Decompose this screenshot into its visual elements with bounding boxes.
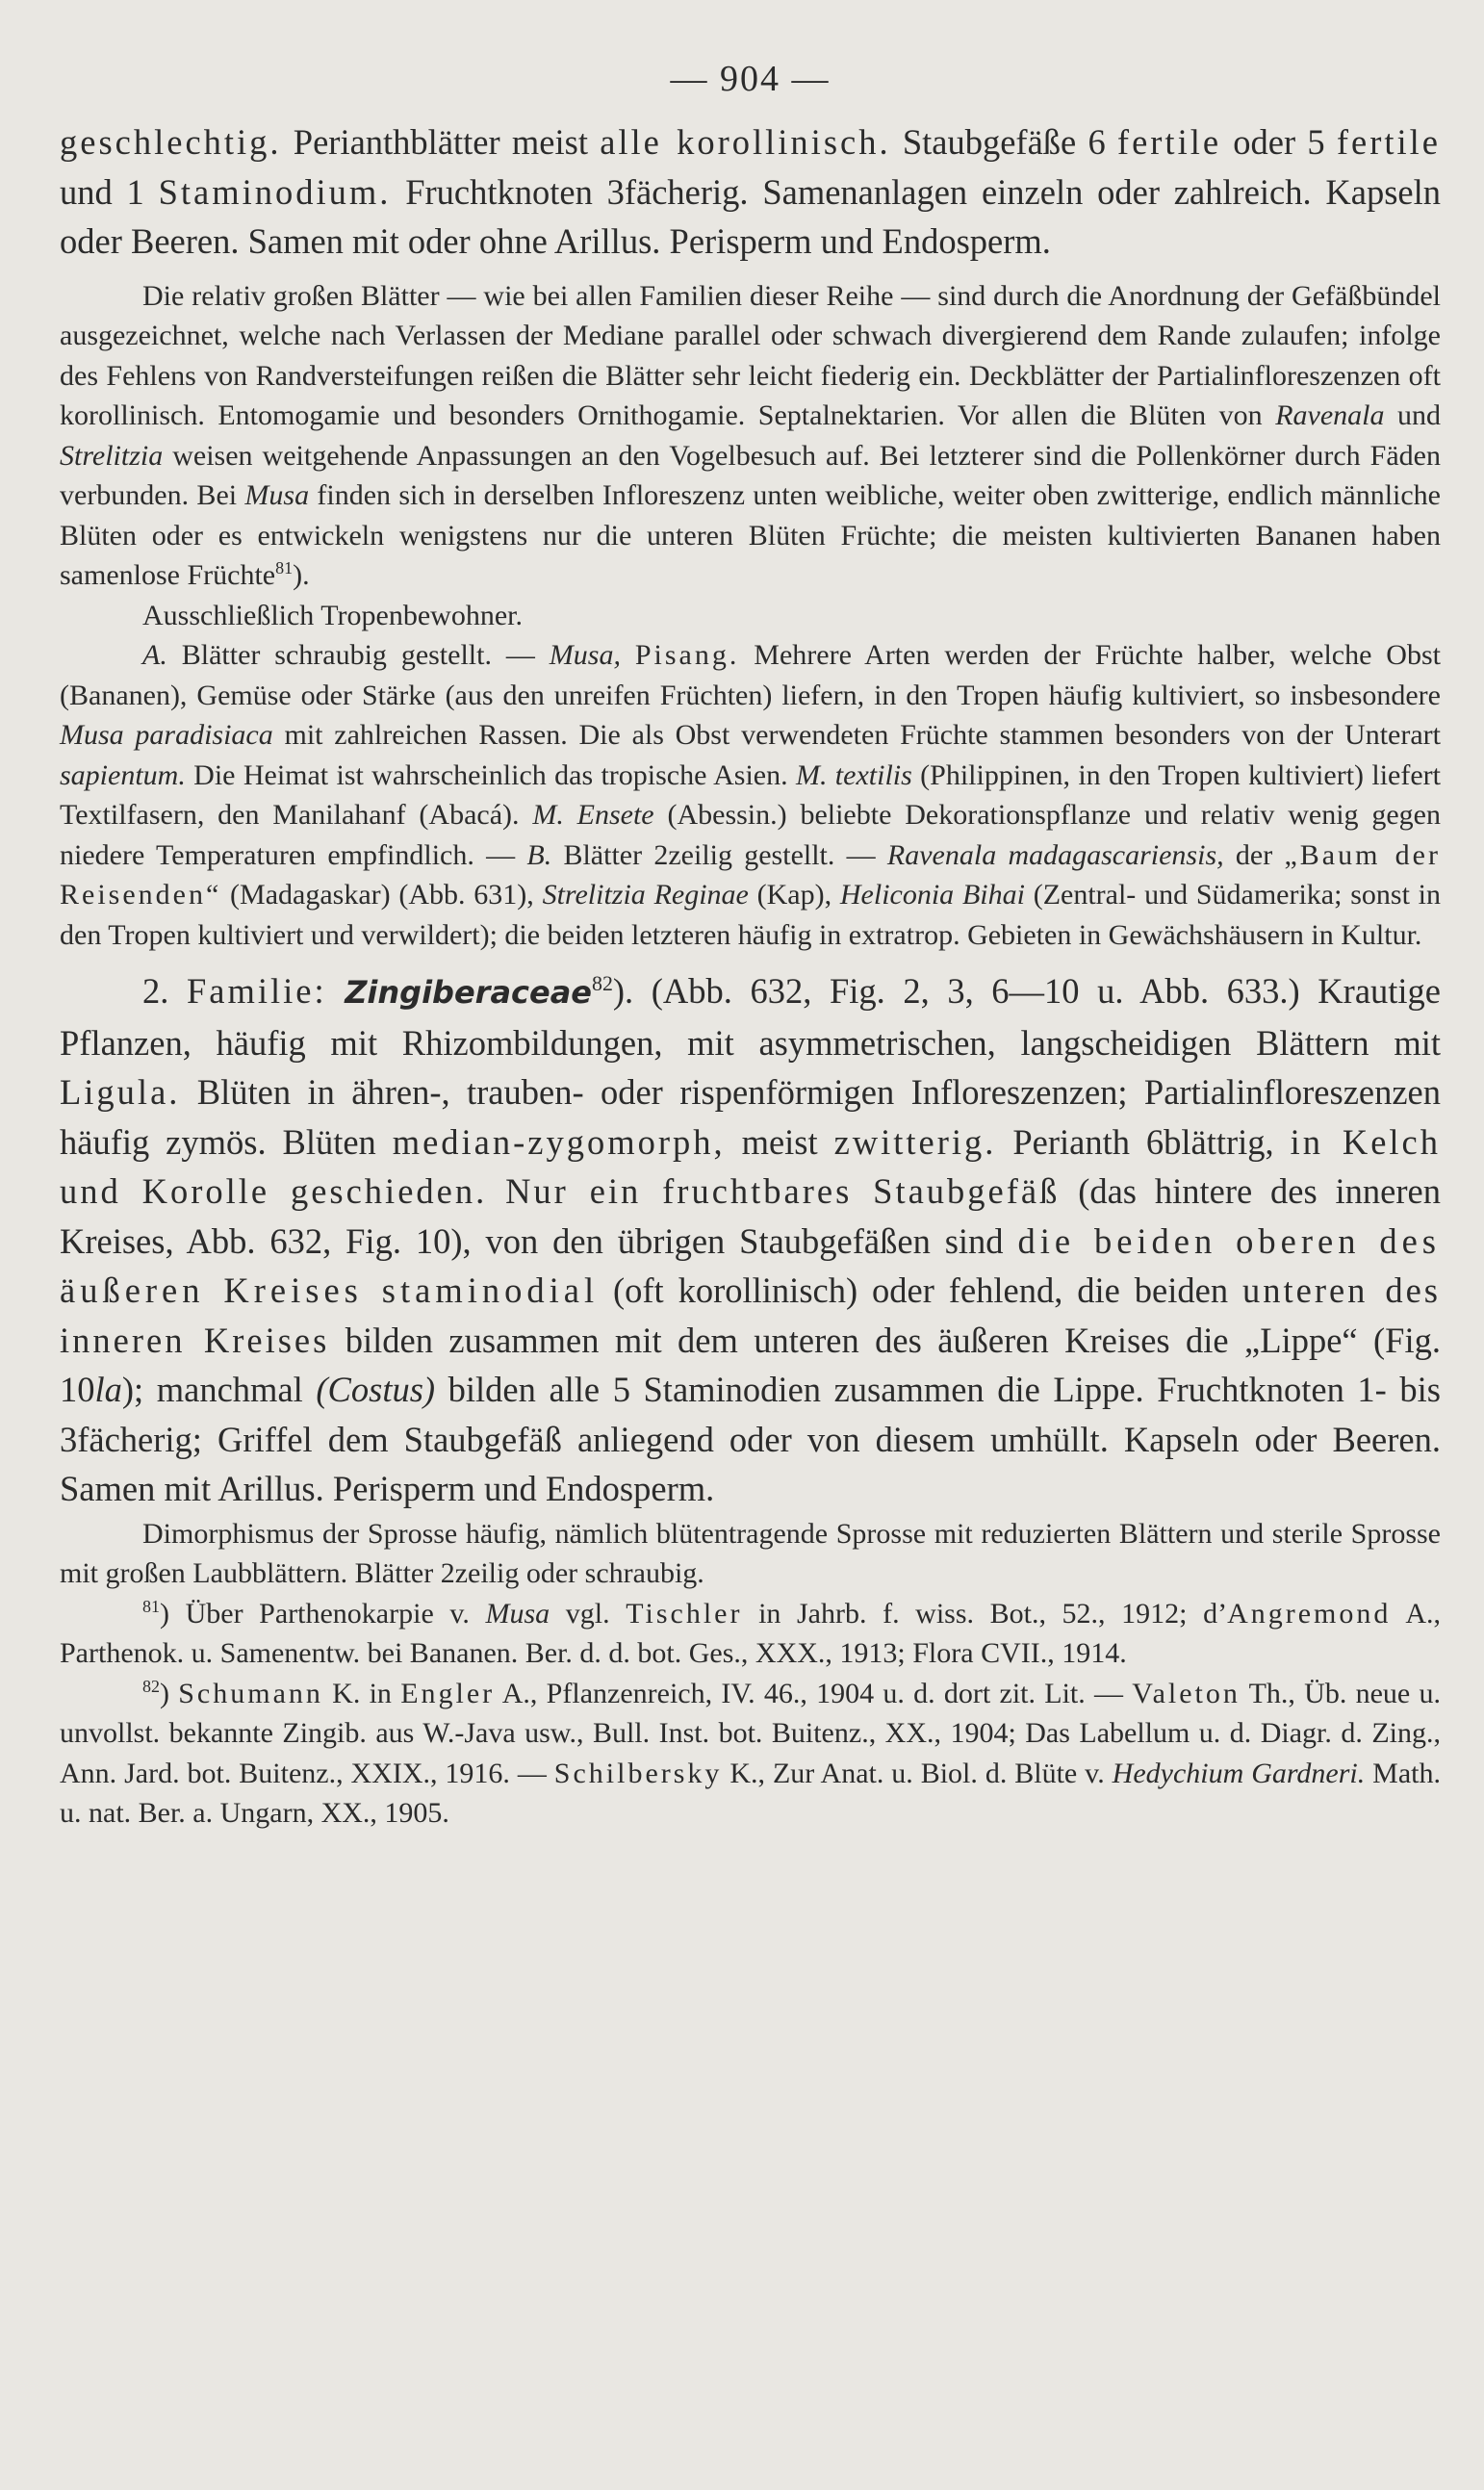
taxon-name: Musa paradisiaca <box>60 719 273 751</box>
text-span <box>621 639 635 671</box>
text-span: die beiden oberen des äußeren Kreises staminodial <box>60 1220 1442 1310</box>
text-span: Perianth 6blättrig, <box>996 1121 1291 1162</box>
page <box>60 58 1441 1834</box>
taxon-name: sapientum. <box>60 758 186 791</box>
text-span: Blätter schraubig gestellt. — <box>166 639 550 671</box>
author-name: Engler <box>400 1677 496 1709</box>
taxon-name: Strelitzia Reginae <box>542 879 749 911</box>
paragraph-genera <box>60 635 1441 955</box>
text-span: unteren des inneren Kreises <box>60 1271 1441 1360</box>
text-span: Mehrere Arten werden der Früchte halber, welche Obst (Bananen), Gemüse oder Stärke (aus den unreifen Früchten) liefern, in den Tropen häufig kultiviert, so insbesondere <box>60 639 1441 711</box>
text-span: oder 5 <box>1221 122 1337 162</box>
text-span: (Abessin.) beliebte Dekorationspflanze und relativ wenig gegen niedere Temperaturen empfindlich. — <box>60 799 1441 871</box>
author-name: Angremond <box>1227 1597 1392 1630</box>
page-number: — 904 — <box>670 59 831 99</box>
text-span: (Kap), <box>748 879 840 911</box>
text-span: (Philippinen, in den Tropen kultiviert) liefert Textilfasern, den Manilahanf (Abacá). <box>60 758 1441 831</box>
footnote-81 <box>60 1594 1441 1674</box>
text-span: ) <box>160 1677 179 1709</box>
text-span: vgl. <box>550 1597 627 1630</box>
text-span: der <box>1223 838 1285 871</box>
author-name: Valeton <box>1132 1677 1241 1709</box>
common-name: Pisang. <box>634 639 740 671</box>
section-letter: A. <box>142 639 167 671</box>
text-span: Fruchtknoten 3fächerig. Samenanlagen einzeln oder zahlreich. Kapseln oder Beeren. Samen mit oder ohne Arillus. Perisperm und Endosperm. <box>60 171 1442 261</box>
taxon-name: Musa, <box>549 639 621 671</box>
text-span: ). <box>293 559 310 591</box>
text-span: zwitterig. <box>833 1121 997 1162</box>
footnote-number: 82 <box>142 1676 160 1696</box>
text-span: Die Heimat ist wahrscheinlich das tropische Asien. <box>185 758 796 791</box>
text-span: meist <box>725 1121 834 1162</box>
text-span: ) Über Parthenokarpie v. <box>160 1597 486 1630</box>
text-span: 2. <box>142 971 187 1011</box>
taxon-name: M. Ensete <box>532 799 654 831</box>
text-span: Nur ein fruchtbares Staubgefäß <box>505 1171 1061 1211</box>
text-span: und 1 <box>60 171 159 212</box>
text-span: median-zygomorph, <box>392 1121 726 1162</box>
text-span: in Jahrb. f. wiss. Bot., 52., 1912; d’ <box>742 1597 1228 1630</box>
text-span: K. in <box>322 1677 401 1709</box>
paragraph-family-description-end <box>60 117 1441 267</box>
text-span: (Zentral- und Südamerika; sonst in den Tropen kultiviert und verwildert); die beiden letzteren häufig in extratrop. Gebieten in Gewächshäusern in Kultur. <box>60 879 1442 951</box>
paragraph-leaf-anatomy <box>60 276 1441 596</box>
text-span <box>487 1171 505 1211</box>
text-span: Perianthblätter meist <box>281 122 601 162</box>
taxon-name: Strelitzia <box>60 439 164 472</box>
text-span: bilden zusammen mit dem unteren des äußeren Kreises die „Lippe“ (Fig. 10 <box>60 1320 1441 1409</box>
text-span: mit zahlreichen Rassen. Die als Obst verwendeten Früchte stammen besonders von der Unterart <box>272 719 1442 751</box>
taxon-name: Ravenala <box>1275 399 1385 431</box>
text-span: ); manchmal <box>121 1370 317 1409</box>
text-span: Math. u. nat. Ber. a. Ungarn, XX., 1905. <box>60 1757 1442 1829</box>
text-span: Staminodium. <box>158 171 392 212</box>
taxon-name: Musa <box>485 1597 550 1630</box>
text-span: Familie: <box>186 971 327 1011</box>
author-name: Tischler <box>626 1597 743 1630</box>
text-span: Die relativ großen Blätter — wie bei allen Familien dieser Reihe — sind durch die Anordnung der Gefäßbündel ausgezeichnet, welche nach Verlassen der Mediane parallel oder schwach divergierend dem Rande zulaufen; infolge des Fehlens von Randversteifungen reißen die Blätter sehr leicht fiederig ein. Deckblätter der Partialinfloreszenzen oft korollinisch. Entomogamie und besonders Ornithogamie. Septalnektarien. Vor allen die Blüten von <box>60 279 1441 431</box>
footnote-ref: 82 <box>592 970 613 995</box>
author-name: Schilbersky <box>553 1757 723 1789</box>
paragraph-distribution: Ausschließlich Tropenbewohner. <box>142 599 523 631</box>
text-span: (oft korollinisch) oder fehlend, die beiden <box>599 1271 1242 1310</box>
text-span <box>327 971 345 1011</box>
taxon-name: Ravenala madagascariensis, <box>886 838 1224 871</box>
text-span: (das hintere des inneren Kreises, Abb. 632, Fig. 10), von den übrigen Staubgefäßen sind <box>60 1171 1441 1261</box>
text-span: Blätter 2zeilig gestellt. — <box>551 838 887 871</box>
footnote-ref: 81 <box>275 558 294 578</box>
text-span: Blüten in ähren-, trauben- oder rispenförmigen Infloreszenzen; Partialinfloreszenzen häufig zymös. Blüten <box>60 1072 1441 1162</box>
text-span: (Madagaskar) (Abb. 631), <box>221 879 543 911</box>
taxon-name: Musa <box>244 479 310 511</box>
taxon-name: (Costus) <box>316 1370 436 1409</box>
text-span: bilden alle 5 Staminodien zusammen die Lippe. Fruchtknoten 1- bis 3fächerig; Griffel dem Staubgefäß anliegend oder von diesem umhüllt. Kapseln oder Beeren. Samen mit Arillus. Perisperm und Endosperm. <box>60 1370 1441 1508</box>
taxon-name: Heliconia Bihai <box>839 879 1025 911</box>
text-span: geschlechtig. <box>60 122 282 162</box>
paragraph-dimorphism: Dimorphismus der Sprosse häufig, nämlich blütentragende Sprosse mit reduzierten Blättern und sterile Sprosse mit großen Laubblättern. Blätter 2zeilig oder schraubig. <box>60 1517 1441 1589</box>
text-span: la <box>94 1370 122 1409</box>
text-span: ). (Abb. 632, Fig. 2, 3, 6—10 u. Abb. 633.) Krautige Pflanzen, häufig mit Rhizombildungen, mit asymmetrischen, langscheidigen Blättern mit <box>60 971 1441 1063</box>
taxon-name: Hedychium Gardneri. <box>1112 1757 1366 1789</box>
text-span: A., Parthenok. u. Samenentw. bei Bananen. Ber. d. d. bot. Ges., XXX., 1913; Flora CVII., 1914. <box>60 1597 1441 1669</box>
common-name: „Baum der Reisenden“ <box>60 838 1441 911</box>
paragraph-zingiberaceae <box>60 966 1441 1514</box>
text-span: finden sich in derselben Infloreszenz unten weibliche, weiter oben zwitterige, endlich männliche Blüten oder es entwickeln wenigstens nur die unteren Blüten Früchte; die meisten kultivierten Bananen haben samenlose Früchte <box>60 479 1441 591</box>
text-span: K., Zur Anat. u. Biol. d. Blüte v. <box>722 1757 1113 1789</box>
text-span: Th., Üb. neue u. unvollst. bekannte Zingib. aus W.-Java usw., Bull. Inst. bot. Buitenz., XX., 1904; Das Labellum u. d. Diagr. d. Zing., Ann. Jard. bot. Buitenz., XXIX., 1916. — <box>60 1677 1441 1789</box>
text-span: Ligula. <box>60 1072 181 1112</box>
family-name: Zingiberaceae <box>345 974 592 1011</box>
text-span: alle korollinisch. <box>600 122 891 162</box>
text-span: fertile <box>1116 122 1222 162</box>
text-span: Staubgefäße 6 <box>890 122 1117 162</box>
text-span: und <box>1384 399 1442 431</box>
text-span: weisen weitgehende Anpassungen an den Vogelbesuch auf. Bei letzterer sind die Pollenkörner durch Fäden verbunden. Bei <box>60 439 1441 511</box>
text-span: in Kelch und Korolle geschieden. <box>60 1121 1442 1211</box>
footnote-82 <box>60 1674 1441 1834</box>
section-letter: B. <box>526 838 552 871</box>
taxon-name: M. textilis <box>795 758 912 791</box>
footnote-number: 81 <box>142 1596 160 1616</box>
author-name: Schumann <box>178 1677 323 1709</box>
text-span: A., Pflanzenreich, IV. 46., 1904 u. d. dort zit. Lit. — <box>495 1677 1133 1709</box>
text-span: fertile <box>1336 122 1441 162</box>
